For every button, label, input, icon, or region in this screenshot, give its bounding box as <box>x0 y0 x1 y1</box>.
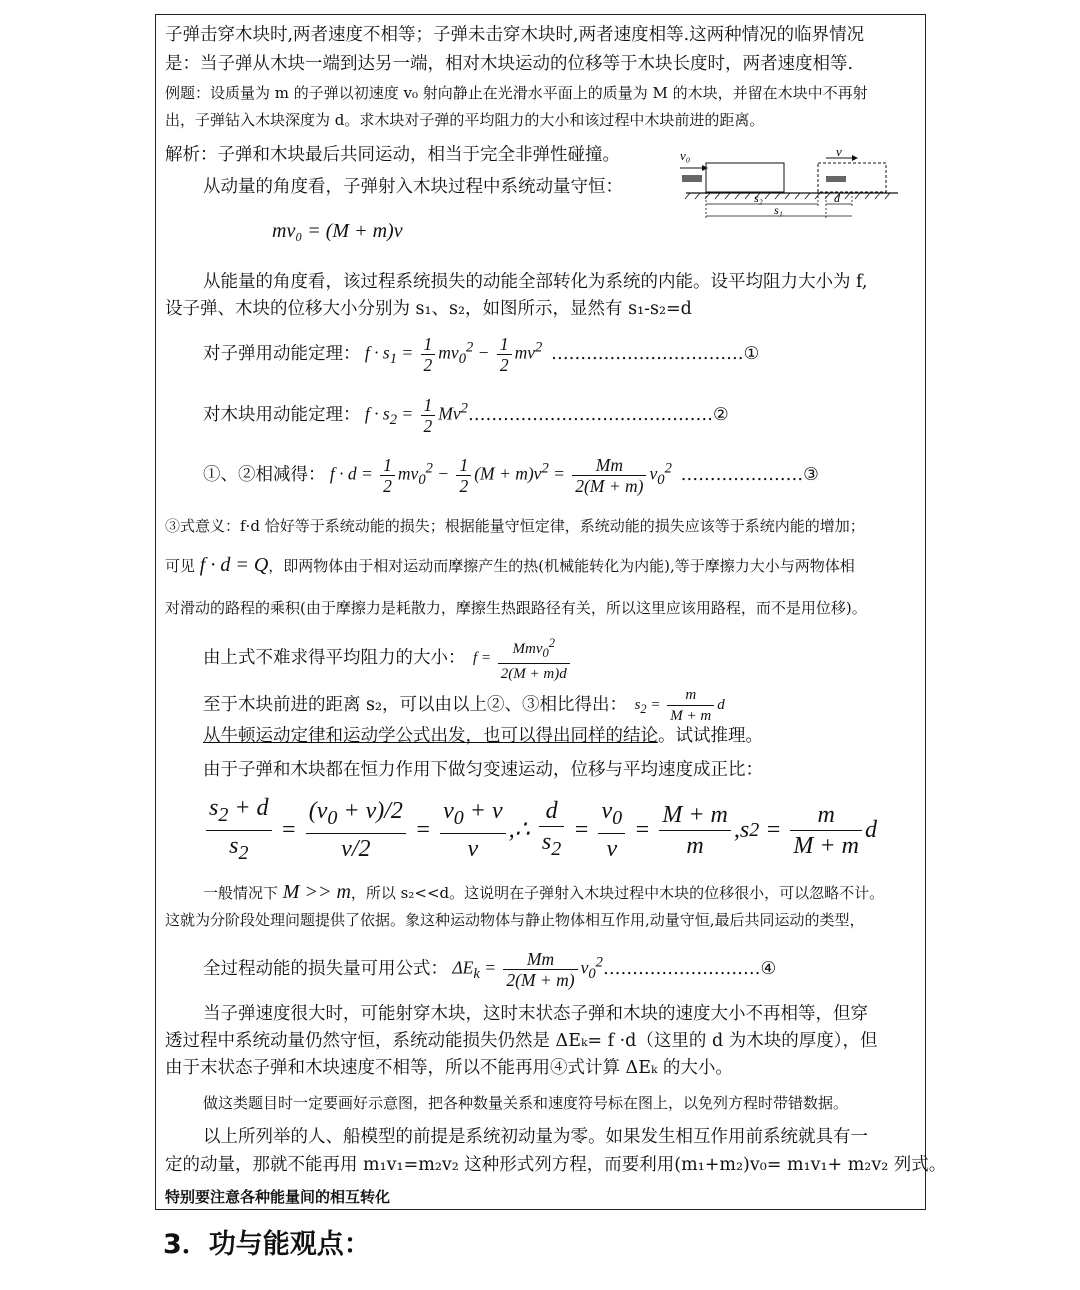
friction-label: 由上式不难求得平均阻力的大小： <box>203 648 466 668</box>
bullet-block-diagram <box>676 146 908 224</box>
example-line-1: 例题：设质量为 m 的子弹以初速度 v₀ 射向静止在光滑水平面上的质量为 M 的木块，并留在木块中不再射 <box>165 84 868 102</box>
section-heading: 3．功与能观点： <box>163 1229 371 1260</box>
general-rest: ，所以 s₂<<d。这说明在子弹射入木块过程中木块的位移很小，可以忽略不计。 <box>350 884 885 902</box>
meaning-rest: ，即两物体由于相对运动而摩擦产生的热(机械能转化为内能),等于摩擦力大小与两物体相 <box>268 557 855 575</box>
meaning-line-3: 对滑动的路程的乘积(由于摩擦力是耗散力，摩擦生热跟路径有关，所以这里应该用路程，而不是用位移)。 <box>165 599 867 617</box>
general-line-2: 这就为分阶段处理问题提供了依据。象这种运动物体与静止物体相互作用,动量守恒,最后共同运动的类型， <box>165 911 865 929</box>
premise-line-1: 以上所列举的人、船模型的前提是系统初动量为零。如果发生相互作用前系统就具有一 <box>203 1127 868 1147</box>
equation-4-label: 全过程动能的损失量可用公式： <box>203 959 448 979</box>
general-line-1 <box>203 879 884 906</box>
ratio-equation: $\frac{s_2 + d}{s_2}$ = $\frac{(v_0 + v)/2}{v/2}$ = $\frac{v_0 + v}{v}$ ,∴ $\frac{d}{s_2}$ = $\frac{v_0}{v}$ = $\frac{M + m}{m}$ ,s 2 = $\frac{m}{M + m}$ d <box>203 797 877 863</box>
equation-4-dots: ………………………④ <box>602 959 777 979</box>
equation-1-row <box>203 331 759 377</box>
mass-inequality: M >> m <box>282 881 351 903</box>
pierce-line-1: 当子弹速度很大时，可能射穿木块，这时末状态子弹和木块的速度大小不再相等，但穿 <box>203 1004 868 1024</box>
newton-text: 从牛顿运动定律和运动学公式出发，也可以得出同样的结论 <box>203 726 658 746</box>
diagram-s2-label: s₂ <box>754 191 763 205</box>
diagram-advice: 做这类题目时一定要画好示意图，把各种数量关系和速度符号标在图上，以免列方程时带错数据。 <box>203 1094 849 1112</box>
distance-row <box>203 683 725 727</box>
meaning-line-1: ③式意义：f·d 恰好等于系统动能的损失；根据能量守恒定律，系统动能的损失应该等于系统内能的增加； <box>165 517 865 535</box>
equation-2-dots: ……………………………………② <box>467 405 729 425</box>
diagram-v0-label: v₀ <box>680 148 691 163</box>
equation-1-label: 对子弹用动能定理： <box>203 344 361 364</box>
equation-3-row <box>203 451 819 499</box>
friction-row <box>203 634 573 682</box>
equation-3-dots: …………………③ <box>680 465 819 485</box>
meaning-prefix: 可见 <box>165 557 196 575</box>
equation-1-formula: $f \cdot s_1$ = $\frac{1}{2}$ $mv_0^2$ − $\frac{1}{2}$ $mv^2$ <box>360 333 543 375</box>
solution-intro: 解析：子弹和木块最后共同运动，相当于完全非弹性碰撞。 <box>165 145 620 165</box>
energy-intro-1: 从能量的角度看，该过程系统损失的动能全部转化为系统的内能。设平均阻力大小为 f, <box>203 272 868 292</box>
velocity-line: 由于子弹和木块都在恒力作用下做匀变速运动，位移与平均速度成正比： <box>203 760 763 780</box>
v-arrowhead <box>852 155 858 161</box>
equation-1-dots: ……………………………① <box>551 344 760 364</box>
distance-label: 至于木块前进的距离 s₂，可以由以上②、③相比得出： <box>203 695 628 715</box>
newton-suffix: 。试试推理。 <box>658 726 763 746</box>
pierce-line-2: 透过程中系统动量仍然守恒，系统动能损失仍然是 ΔEₖ= f ·d（这里的 d 为木块的厚度），但 <box>165 1031 878 1051</box>
general-prefix: 一般情况下 <box>203 884 279 902</box>
bullet-start <box>682 175 702 182</box>
diagram-v-label: v <box>836 146 842 159</box>
equation-3-label: ①、②相减得： <box>203 465 326 485</box>
equation-4-row <box>203 945 776 993</box>
diagram-d-label: d <box>834 191 840 205</box>
heat-equation: f · d = Q <box>199 554 269 576</box>
equation-4-formula: $\Delta E_k$ = $\frac{Mm}{2(M + m)}$ $v_0^2$ <box>448 948 603 990</box>
equation-3-formula: f · d = $\frac{1}{2}$ $mv_0^2$ − $\frac{1}{2}$ $(M + m)v^2$ = $\frac{Mm}{2(M + m)}$ $v_0^2$ <box>325 454 672 496</box>
text-line-1: 子弹击穿木块时,两者速度不相等；子弹未击穿木块时,两者速度相等.这两种情况的临界情况 <box>165 25 865 45</box>
block-initial <box>706 163 784 192</box>
example-line-2: 出，子弹钻入木块深度为 d。求木块对子弹的平均阻力的大小和该过程中木块前进的距离。 <box>165 111 765 129</box>
premise-line-2: 定的动量，那就不能再用 m₁v₁=m₂v₂ 这种形式列方程，而要利用(m₁+m₂)v₀= m₁v₁+ m₂v₂ 列式。 <box>165 1155 947 1175</box>
momentum-intro: 从动量的角度看，子弹射入木块过程中系统动量守恒： <box>203 177 623 197</box>
energy-note: 特别要注意各种能量间的相互转化 <box>165 1188 391 1206</box>
pierce-line-3: 由于末状态子弹和木块速度不相等，所以不能再用④式计算 ΔEₖ 的大小。 <box>165 1058 733 1078</box>
equation-2-formula: $f \cdot s_2$ = $\frac{1}{2}$ Mv$^2$ <box>360 394 468 436</box>
energy-intro-2: 设子弹、木块的位移大小分别为 s₁、s₂，如图所示，显然有 s₁-s₂=d <box>165 299 692 319</box>
equation-2-row <box>203 392 729 438</box>
ground-hatching <box>685 193 890 199</box>
distance-formula: $s_2$ = $\frac{m}{M + m}$ d <box>627 686 725 724</box>
newton-line <box>203 723 763 749</box>
friction-formula: f = $\frac{Mmv_0^2}{2(M + m)d}$ <box>466 633 573 684</box>
equation-2-label: 对木块用动能定理： <box>203 405 361 425</box>
momentum-equation: mv₀ = (M + m)v <box>272 220 403 242</box>
bullet-embedded <box>826 176 846 182</box>
meaning-line-2 <box>165 552 855 579</box>
text-line-2: 是：当子弹从木块一端到达另一端，相对木块运动的位移等于木块长度时，两者速度相等. <box>165 54 854 74</box>
diagram-s1-label: s₁ <box>774 203 783 217</box>
v0-arrowhead <box>702 165 708 171</box>
